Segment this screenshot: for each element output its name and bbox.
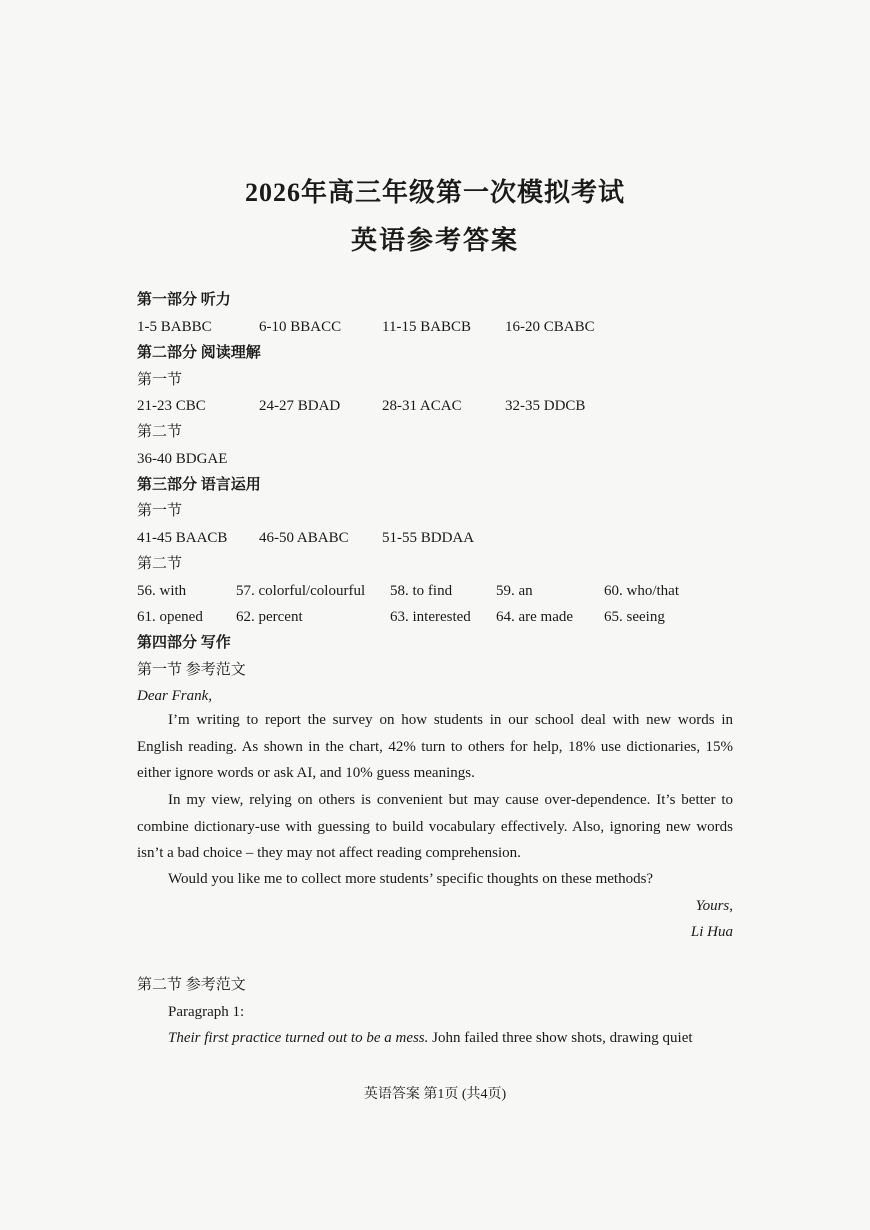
part1-answer: 6-10 BBACC xyxy=(259,319,342,335)
story-continuation: John failed three show shots, drawing quiet xyxy=(428,1030,693,1046)
fill-answer: 59. an xyxy=(496,583,533,599)
part4-section1-label: 第一节 参考范文 xyxy=(137,662,246,678)
letter-paragraph: Would you like me to collect more students’ specific thoughts on these methods? xyxy=(168,871,654,887)
part2-answer: 36-40 BDGAE xyxy=(137,451,228,467)
paragraph-label: Paragraph 1: xyxy=(168,1004,245,1020)
answer-key-title: 英语参考答案 xyxy=(350,226,519,255)
letter-signature: Li Hua xyxy=(690,924,733,940)
part2-answer: 21-23 CBC xyxy=(137,398,206,414)
page-footer: 英语答案 第1页 (共4页) xyxy=(363,1087,507,1102)
fill-answer: 57. colorful/colourful xyxy=(236,583,366,599)
letter-salutation: Dear Frank, xyxy=(137,688,212,704)
part2-heading: 第二部分 阅读理解 xyxy=(137,345,261,361)
part3-section1-label: 第一节 xyxy=(137,503,183,519)
exam-title: 2026年高三年级第一次模拟考试 xyxy=(244,178,625,207)
part2-answer: 24-27 BDAD xyxy=(259,398,341,414)
part4-heading: 第四部分 写作 xyxy=(137,635,231,651)
part3-heading: 第三部分 语言运用 xyxy=(137,477,261,493)
fill-answer: 56. with xyxy=(137,583,187,599)
part3-answer: 51-55 BDDAA xyxy=(382,530,475,546)
part1-answer: 16-20 CBABC xyxy=(505,319,595,335)
part1-answer: 11-15 BABCB xyxy=(382,319,472,335)
story-opening-sentence: Their first practice turned out to be a mess. xyxy=(168,1030,429,1046)
fill-answer: 60. who/that xyxy=(604,583,679,599)
part4-section2-label: 第二节 参考范文 xyxy=(137,977,246,993)
fill-answer: 62. percent xyxy=(236,609,303,625)
part3-answer: 41-45 BAACB xyxy=(137,530,228,546)
letter-paragraph: I’m writing to report the survey on how students in our school deal with new words in English reading. As shown in the chart, 42% turn to others for help, 18% use dictionaries, 15% either ignore words or ask AI, and 10% guess meanings. xyxy=(137,712,733,781)
part1-answer: 1-5 BABBC xyxy=(137,319,212,335)
fill-answer: 65. seeing xyxy=(604,609,665,625)
part1-heading: 第一部分 听力 xyxy=(137,292,231,308)
part2-answer: 28-31 ACAC xyxy=(382,398,462,414)
part2-section1-label: 第一节 xyxy=(137,372,183,388)
part2-answer: 32-35 DDCB xyxy=(505,398,586,414)
fill-answer: 63. interested xyxy=(390,609,471,625)
story-paragraph xyxy=(168,1028,733,1048)
part3-answer: 46-50 ABABC xyxy=(259,530,349,546)
fill-answer: 64. are made xyxy=(496,609,574,625)
letter-paragraph: In my view, relying on others is convenient but may cause over-dependence. It’s better to combine dictionary-use with guessing to build vocabulary effectively. Also, ignoring new words isn’t a bad choice – they may not affect reading comprehension. xyxy=(137,792,733,861)
fill-answer: 61. opened xyxy=(137,609,203,625)
letter-closing: Yours, xyxy=(695,898,733,914)
part2-section2-label: 第二节 xyxy=(137,424,183,440)
fill-answer: 58. to find xyxy=(390,583,453,599)
part3-section2-label: 第二节 xyxy=(137,556,183,572)
